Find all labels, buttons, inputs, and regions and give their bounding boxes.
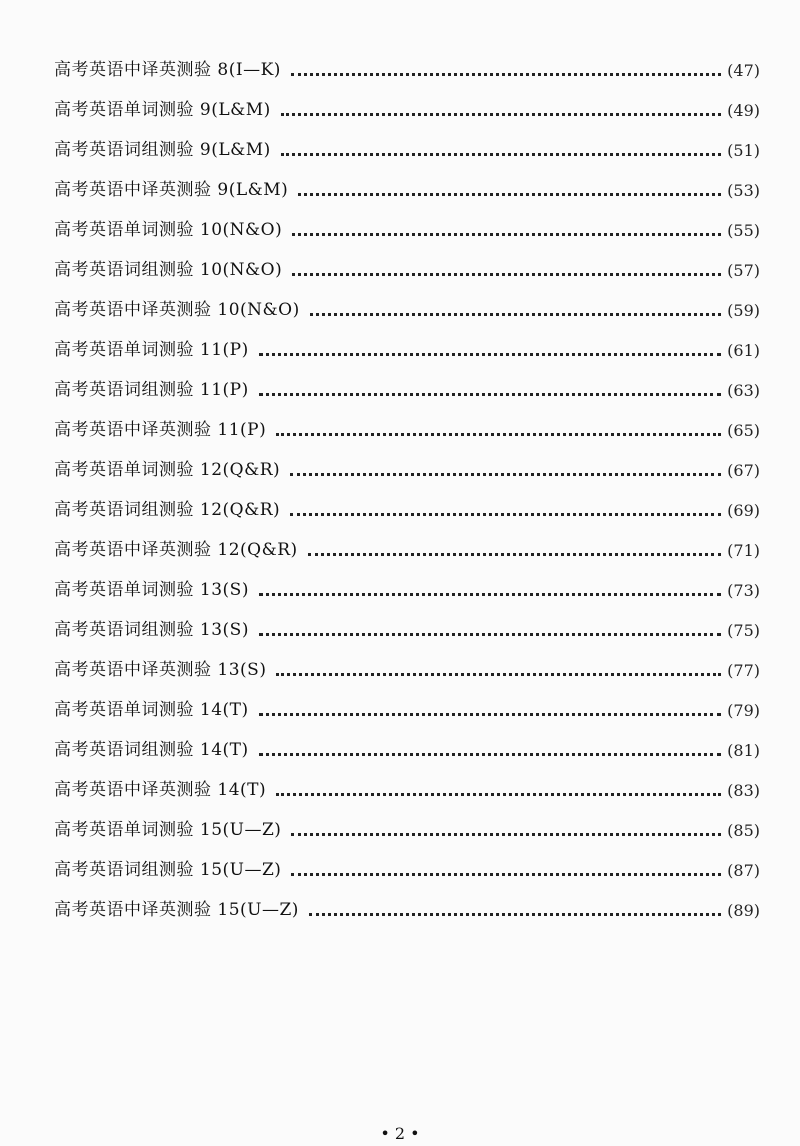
toc-leader-dots [259, 379, 721, 396]
toc-entry-page: (75) [727, 621, 760, 640]
toc-entry-page: (87) [727, 861, 760, 880]
toc-entry-page: (65) [727, 421, 760, 440]
toc-entry-page: (77) [727, 661, 760, 680]
toc-entry[interactable] [54, 840, 760, 880]
toc-entry-title: 高考英语单词测验 10(N&O) [54, 220, 283, 240]
toc-entry[interactable] [54, 240, 760, 280]
toc-leader-dots [291, 819, 721, 836]
toc-entry-title: 高考英语词组测验 15(U—Z) [54, 860, 282, 880]
toc-leader-dots [281, 139, 721, 156]
toc-entry-title: 高考英语词组测验 11(P) [54, 380, 249, 400]
toc-entry-page: (53) [727, 181, 760, 200]
toc-entry[interactable] [54, 280, 760, 320]
toc-entry-title: 高考英语单词测验 12(Q&R) [54, 460, 281, 480]
toc-leader-dots [276, 779, 721, 796]
toc-entry[interactable] [54, 40, 760, 80]
toc-leader-dots [292, 219, 721, 236]
toc-entry-title: 高考英语单词测验 13(S) [54, 580, 249, 600]
toc-entry[interactable] [54, 360, 760, 400]
toc-entry-page: (79) [727, 701, 760, 720]
toc-entry-title: 高考英语中译英测验 15(U—Z) [54, 900, 299, 920]
toc-entry-page: (89) [727, 901, 760, 920]
toc-entry-title: 高考英语词组测验 14(T) [54, 740, 249, 760]
toc-entry-title: 高考英语单词测验 15(U—Z) [54, 820, 282, 840]
toc-entry[interactable] [54, 320, 760, 360]
toc-leader-dots [291, 59, 721, 76]
toc-entry[interactable] [54, 560, 760, 600]
table-of-contents [54, 40, 760, 920]
toc-entry-title: 高考英语中译英测验 13(S) [54, 660, 267, 680]
toc-leader-dots [310, 299, 721, 316]
toc-leader-dots [259, 619, 721, 636]
toc-entry-title: 高考英语中译英测验 12(Q&R) [54, 540, 298, 560]
toc-entry-page: (71) [727, 541, 760, 560]
toc-entry-title: 高考英语单词测验 11(P) [54, 340, 249, 360]
toc-leader-dots [308, 539, 721, 556]
toc-entry[interactable] [54, 120, 760, 160]
toc-entry[interactable] [54, 160, 760, 200]
toc-entry-page: (85) [727, 821, 760, 840]
toc-entry-title: 高考英语中译英测验 14(T) [54, 780, 267, 800]
toc-entry-title: 高考英语中译英测验 11(P) [54, 420, 267, 440]
toc-entry-title: 高考英语中译英测验 10(N&O) [54, 300, 300, 320]
toc-entry-title: 高考英语词组测验 9(L&M) [54, 140, 271, 160]
toc-entry-page: (63) [727, 381, 760, 400]
toc-entry[interactable] [54, 200, 760, 240]
toc-leader-dots [259, 699, 722, 716]
toc-entry[interactable] [54, 760, 760, 800]
toc-entry-title: 高考英语词组测验 13(S) [54, 620, 249, 640]
toc-leader-dots [290, 499, 721, 516]
toc-entry-page: (49) [727, 101, 760, 120]
toc-entry-page: (67) [727, 461, 760, 480]
toc-leader-dots [290, 459, 721, 476]
toc-entry[interactable] [54, 800, 760, 840]
toc-entry[interactable] [54, 880, 760, 920]
toc-leader-dots [281, 99, 721, 116]
toc-entry-title: 高考英语单词测验 9(L&M) [54, 100, 271, 120]
toc-entry-page: (57) [727, 261, 760, 280]
toc-leader-dots [259, 739, 722, 756]
toc-leader-dots [259, 339, 721, 356]
toc-entry-page: (51) [727, 141, 760, 160]
toc-entry[interactable] [54, 480, 760, 520]
toc-leader-dots [298, 179, 721, 196]
toc-entry[interactable] [54, 80, 760, 120]
toc-entry-page: (55) [727, 221, 760, 240]
toc-leader-dots [276, 419, 721, 436]
toc-leader-dots [259, 579, 721, 596]
toc-entry[interactable] [54, 440, 760, 480]
toc-leader-dots [291, 859, 721, 876]
toc-entry-page: (69) [727, 501, 760, 520]
toc-entry[interactable] [54, 720, 760, 760]
toc-entry[interactable] [54, 400, 760, 440]
toc-entry[interactable] [54, 600, 760, 640]
toc-entry-title: 高考英语词组测验 10(N&O) [54, 260, 283, 280]
toc-entry-page: (83) [727, 781, 760, 800]
toc-leader-dots [309, 899, 721, 916]
toc-entry-title: 高考英语单词测验 14(T) [54, 700, 249, 720]
toc-entry-page: (47) [727, 61, 760, 80]
toc-entry-title: 高考英语中译英测验 9(L&M) [54, 180, 289, 200]
toc-entry[interactable] [54, 520, 760, 560]
toc-leader-dots [276, 659, 721, 676]
toc-entry[interactable] [54, 680, 760, 720]
toc-leader-dots [292, 259, 721, 276]
toc-entry-title: 高考英语中译英测验 8(I—K) [54, 60, 281, 80]
toc-entry-page: (81) [727, 741, 760, 760]
toc-entry-page: (73) [727, 581, 760, 600]
toc-entry-title: 高考英语词组测验 12(Q&R) [54, 500, 281, 520]
toc-entry-page: (61) [727, 341, 760, 360]
toc-entry-page: (59) [727, 301, 760, 320]
toc-entry[interactable] [54, 640, 760, 680]
page-number: • 2 • [380, 1124, 420, 1143]
